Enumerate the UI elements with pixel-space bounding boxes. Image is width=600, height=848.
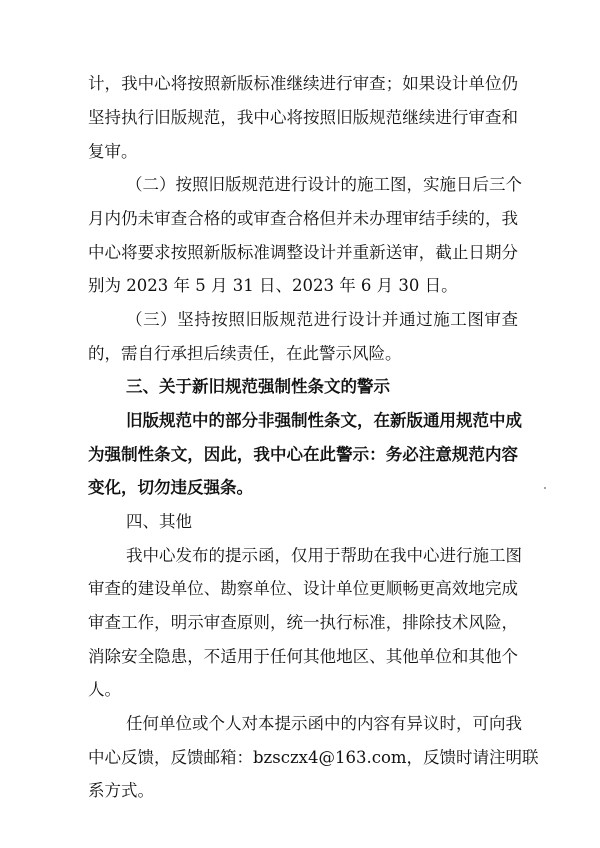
section-heading-3: 三、关于新旧规范强制性条文的警示 [126,377,390,396]
paragraph-4-line-2: 为强制性条文，因此，我中心在此警示：务必注意规范内容 [88,445,518,464]
paragraph-5-line-2: 审查的建设单位、勘察单位、设计单位更顺畅更高效地完成 [88,579,518,598]
paragraph-5-line-3: 审查工作，明示审查原则，统一执行标准，排除技术风险， [88,613,518,632]
paragraph-5-line-1: 我中心发布的提示函，仅用于帮助在我中心进行施工图 [126,546,522,565]
paragraph-2-line-3: 中心将要求按照新版标准调整设计并重新送审，截止日期分 [88,243,518,262]
paragraph-1-line-2: 坚持执行旧版规范，我中心将按照旧版规范继续进行审查和 [88,108,518,127]
paragraph-3-line-2: 的，需自行承担后续责任，在此警示风险。 [88,344,402,363]
paragraph-6-line-2: 中心反馈，反馈邮箱：bzsczx4@163.com，反馈时请注明联 [88,748,539,767]
scan-speck [544,487,546,489]
paragraph-6-line-3: 系方式。 [88,781,154,800]
paragraph-2-line-1: （二）按照旧版规范进行设计的施工图，实施日后三个 [126,175,522,194]
paragraph-1-line-1: 计，我中心将按照新版标准继续进行审查；如果设计单位仍 [88,74,518,93]
section-heading-4: 四、其他 [126,512,192,531]
paragraph-2-line-4: 别为 2023 年 5 月 31 日、2023 年 6 月 30 日。 [88,276,458,295]
paragraph-3-line-1: （三）坚持按照旧版规范进行设计并通过施工图审查 [126,310,518,329]
paragraph-2-line-2: 月内仍未审查合格的或审查合格但并未办理审结手续的，我 [88,209,518,228]
paragraph-5-line-4: 消除安全隐患，不适用于任何其他地区、其他单位和其他个 [88,647,518,666]
paragraph-1-line-3: 复审。 [88,142,138,161]
paragraph-6-line-1: 任何单位或个人对本提示函中的内容有异议时，可向我 [126,714,522,733]
paragraph-4-line-3: 变化，切勿违反强条。 [88,478,253,497]
paragraph-5-line-5: 人。 [88,680,121,699]
paragraph-4-line-1: 旧版规范中的部分非强制性条文，在新版通用规范中成 [126,411,522,430]
